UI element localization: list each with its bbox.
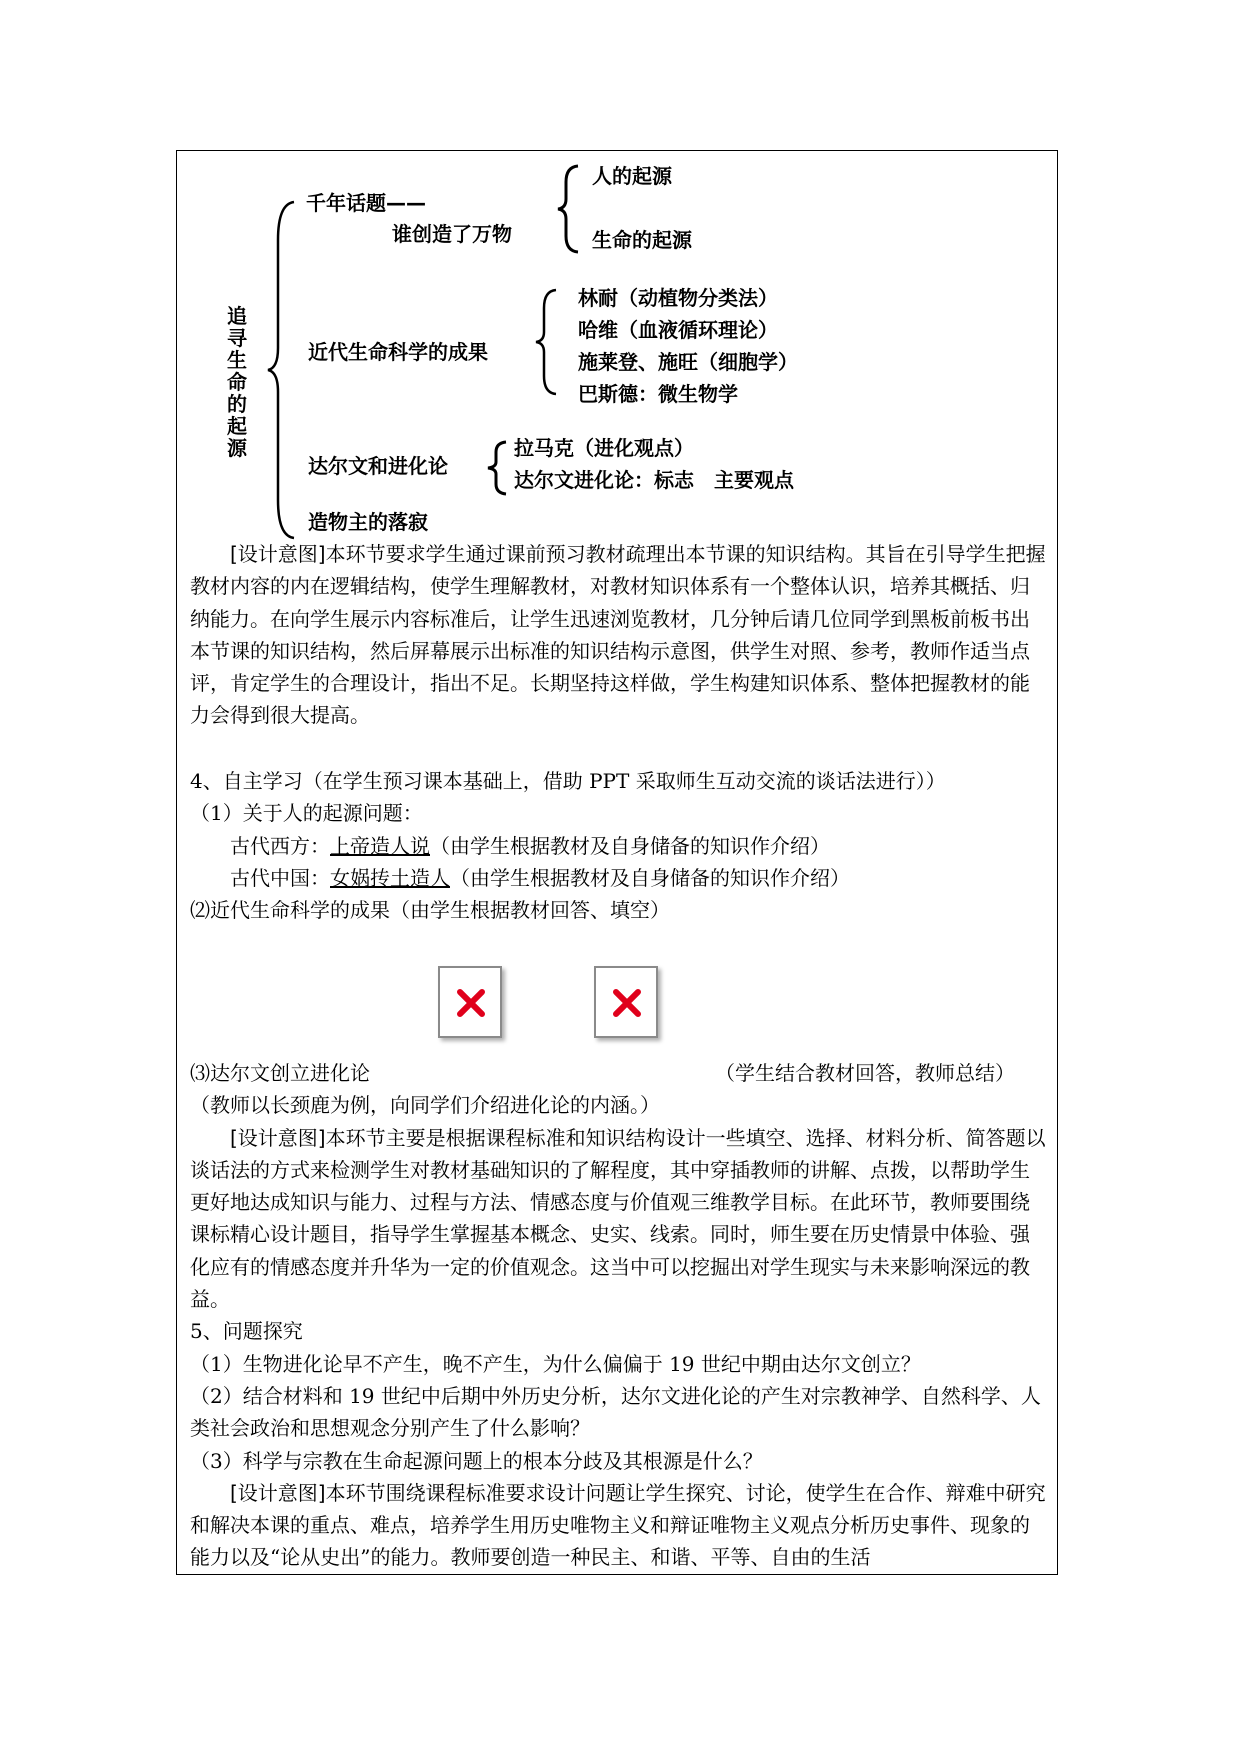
- s5-q1: （1）生物进化论早不产生，晚不产生，为什么偏偏于 19 世纪中期由达尔文创立？: [190, 1351, 921, 1376]
- section-4-cont: [190, 1057, 1046, 1574]
- design-intent-2: [设计意图]本环节主要是根据课程标准和知识结构设计一些填空、选择、材料分析、简答题以谈话法的方式来检测学生对教材基础知识的了解程度，其中穿插教师的讲解、点拨，以帮助学生更好地达成知识与能力、过程与方法、情感态度与价值观三维教学目标。在此环节，教师要围绕课标精心设计题目，指导学生掌握基本概念、史实、线索。同时，师生要在历史情景中体验、强化应有的情感态度并升华为一定的价值观念。这当中可以挖掘出对学生现实与未来影响深远的教益。: [190, 1125, 1046, 1312]
- darwin-brace: [484, 440, 510, 496]
- millennium-sub: 谁创造了万物: [392, 222, 512, 246]
- darwin-theory: 达尔文进化论：标志 主要观点: [514, 468, 794, 492]
- west-answer: 上帝造人说: [330, 833, 430, 858]
- darwin-evolution: 达尔文和进化论: [308, 454, 448, 478]
- s5-title: 5、问题探究: [190, 1319, 303, 1344]
- s5-q3: （3）科学与宗教在生命起源问题上的根本分歧及其根源是什么？: [190, 1448, 763, 1473]
- s5-q2: （2）结合材料和 19 世纪中后期中外历史分析，达尔文进化论的产生对宗教神学、自然科学、人类社会政治和思想观念分别产生了什么影响？: [190, 1383, 1041, 1441]
- s4-q3: ⑶达尔文创立进化论: [190, 1061, 370, 1085]
- harvey: 哈维（血液循环理论）: [578, 318, 778, 342]
- pasteur: 巴斯德：微生物学: [578, 382, 738, 406]
- s4-q3-note: （学生结合教材回答，教师总结）: [715, 1061, 1015, 1085]
- s4-title: 4、自主学习（在学生预习课本基础上，借助 PPT 采取师生互动交流的谈话法进行））: [190, 769, 946, 793]
- s4-q3-line: [190, 1057, 1046, 1089]
- origin-brace: [556, 164, 582, 254]
- west-line: 古代西方：上帝造人说（由学生根据教材及自身储备的知识作介绍）: [230, 833, 830, 858]
- design-intent-1: [设计意图]本环节要求学生通过课前预习教材疏理出本节课的知识结构。其旨在引导学生把握教材内容的内在逻辑结构，使学生理解教材，对教材知识体系有一个整体认识，培养其概括、归纳能力。在向学生展示内容标准后，让学生迅速浏览教材，几分钟后请几位同学到黑板前板书出本节课的知识结构，然后屏幕展示出标准的知识结构示意图，供学生对照、参考，教师作适当点评，肯定学生的合理设计，指出不足。长期坚持这样做，学生构建知识体系、整体把握教材的能力会得到很大提高。: [190, 542, 1046, 728]
- s4-q3-extra: （教师以长颈鹿为例，向同学们介绍进化论的内涵。）: [190, 1093, 660, 1118]
- s4-q2: ⑵近代生命科学的成果（由学生根据教材回答、填空）: [190, 898, 670, 923]
- diagram-root-label: 追寻生命的起源: [227, 304, 247, 460]
- human-origin: 人的起源: [592, 164, 672, 188]
- millennium-topic: 千年话题——: [306, 191, 426, 215]
- china-answer: 女娲抟土造人: [330, 865, 450, 890]
- design-intent-3: [设计意图]本环节围绕课程标准要求设计问题让学生探究、讨论，使学生在合作、辩难中研究和解决本课的重点、难点，培养学生用历史唯物主义和辩证唯物主义观点分析历史事件、现象的能力以及“论从史出”的能力。教师要创造一种民主、和谐、平等、自由的生活: [190, 1480, 1046, 1570]
- china-line: 古代中国：女娲抟土造人（由学生根据教材及自身储备的知识作介绍）: [230, 865, 850, 890]
- broken-image-1: [438, 966, 502, 1038]
- lamarck: 拉马克（进化观点）: [514, 436, 694, 460]
- broken-image-2: [594, 966, 658, 1038]
- science-brace: [534, 288, 560, 396]
- creator-decline: 造物主的落寂: [308, 510, 428, 534]
- main-brace: [272, 200, 302, 540]
- s4-q1: （1）关于人的起源问题：: [190, 801, 423, 826]
- broken-image-icon: [610, 986, 644, 1020]
- intent-tag: [设计意图]: [230, 542, 326, 566]
- broken-image-icon: [454, 986, 488, 1020]
- linnaeus: 林耐（动植物分类法）: [578, 286, 778, 310]
- modern-science: 近代生命科学的成果: [308, 340, 488, 364]
- schleiden-schwann: 施莱登、施旺（细胞学）: [578, 350, 798, 374]
- section-4: [190, 765, 1046, 926]
- life-origin: 生命的起源: [592, 228, 692, 252]
